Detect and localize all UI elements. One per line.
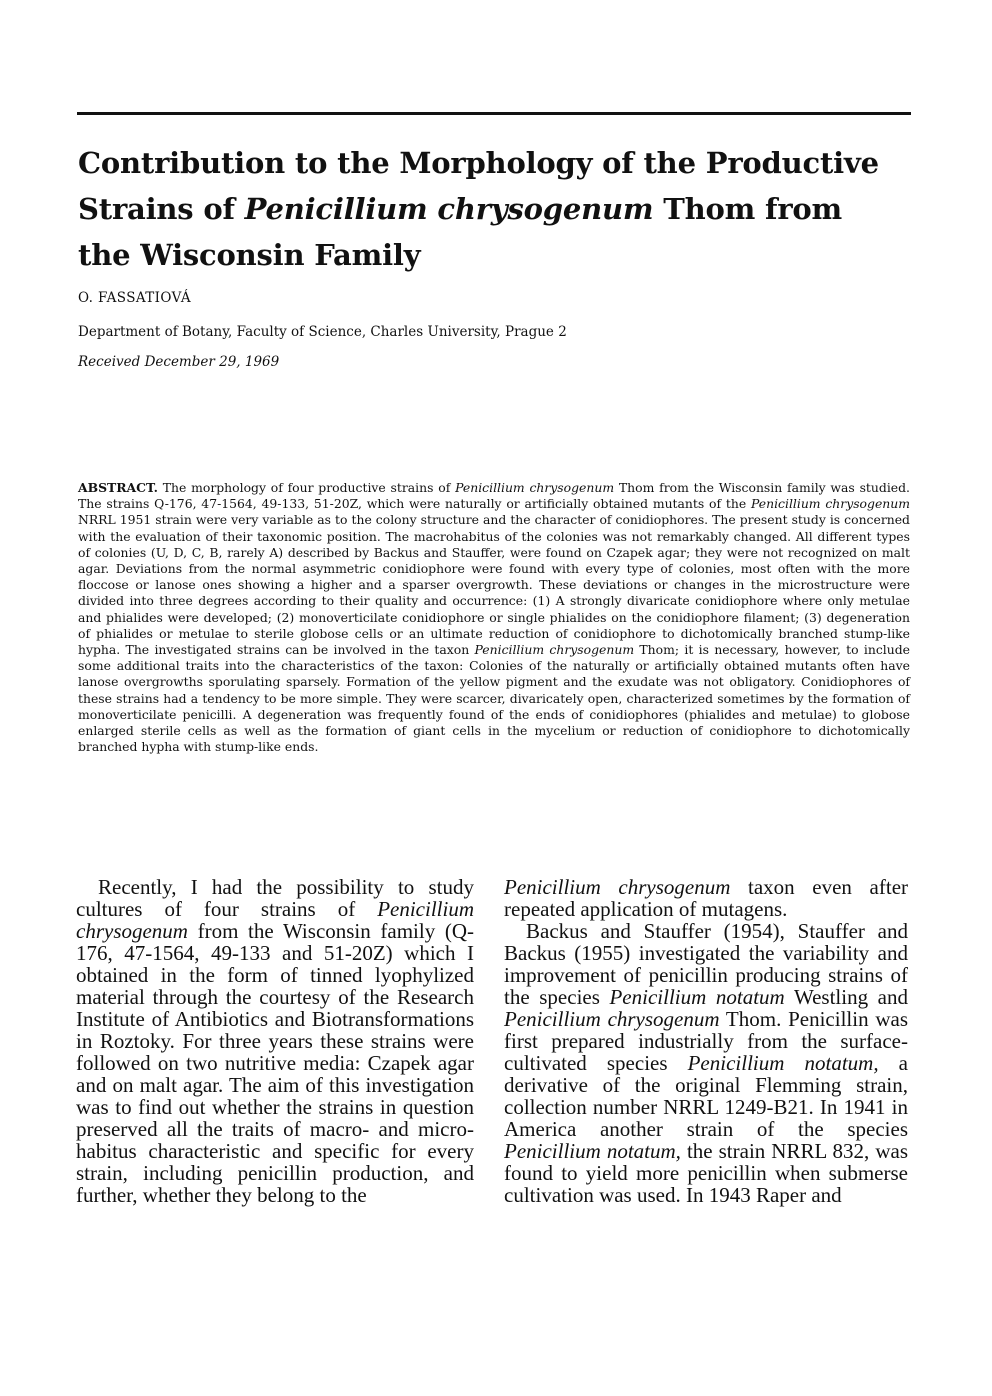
body-paragraph: Penicillium chrysogenum taxon even after repeated application of mutagens. [504,875,909,921]
received-date: Received December 29, 1969 [78,354,280,370]
body-paragraph: Recently, I had the possibility to study cultures of four strains of Penicillium chrysogenum from the Wisconsin family (Q-176, 47-1564, 49-133 and 51-20Z) which I obtained in the form of tinned lyophylized material through the courtesy of the Research Institute of Antibiotics and Biotransformations in Roztoky. For three years these strains were followed on two nutritive media: Czapek agar and on malt agar. The aim of this investigation was to find out whether the strains in question preserved all the traits of macro- and micro-habitus characteristic and specific for every strain, including penicillin production, and further, whether they belong to the [76,875,474,1207]
author-affiliation: Department of Botany, Faculty of Science, Charles University, Prague 2 [78,324,567,340]
body-column-right [504,876,908,1206]
top-rule [77,112,911,115]
body-paragraph: Backus and Stauffer (1954), Stauffer and Backus (1955) investigated the variability and improvement of penicillin producing strains of the species Penicillium notatum Westling and Penicillium chrysogenum Thom. Penicillin was first prepared industrially from the surface-cultivated species Penicillium notatum, a derivative of the original Flemming strain, collection number NRRL 1249-B21. In 1941 in America another strain of the species Penicillium notatum, the strain NRRL 832, was found to yield more penicillin when submerse cultivation was used. In 1943 Raper and [504,919,909,1207]
abstract: ABSTRACT. The morphology of four productive strains of Penicillium chrysogenum Thom from the Wisconsin family was studied. The strains Q-176, 47-1564, 49-133, 51-20Z, which were naturally or artificially obtained mutants of the Penicillium chrysogenum NRRL 1951 strain were very variable as to the colony structure and the character of conidiophores. The present study is concerned with the evaluation of their taxonomic position. The macrohabitus of the colonies was not remarkably changed. All different types of colonies (U, D, C, B, rarely A) described by Backus and Stauffer, were found on Czapek agar; they were not recognized on malt agar. Deviations from the normal asymmetric conidiophore were found with every type of colonies, most often with the more floccose or lanose ones showing a higher and a sparser overgrowth. These deviations or changes in the microstructure were divided into three degrees according to their quality and occurrence: (1) A strongly divaricate conidiophore where only metulae and phialides were developed; (2) monoverticilate conidiophore or single phialides on the conidiophore filament; (3) degeneration of phialides or metulae to sterile globose cells or an ultimate reduction of conidiophore to dichotomically branched stump-like hypha. The investigated strains can be involved in the taxon Penicillium chrysogenum Thom; it is necessary, however, to include some additional traits into the characteristics of the taxon: Colonies of the naturally or artificially obtained mutants often have lanose overgrowths sporulating sparsely. Formation of the yellow pigment and the exudate was not obligatory. Conidiophores of these strains had a tendency to be more simple. They were scarcer, divaricately open, characterized sometimes by the formation of monoverticilate penicilli. A degeneration was frequently found of the ends of conidiophores (phialides and metulae) to globose enlarged sterile cells as well as the formation of giant cells in the mycelium or reduction of conidiophore to dichotomically branched hypha with stump-like ends. [78,480,910,755]
abstract-heading: ABSTRACT. [78,480,158,495]
article-title: Contribution to the Morphology of the Productive Strains of Penicillium chrysogenum Thom from the Wisconsin Family [78,146,879,272]
author-name: O. FASSATIOVÁ [78,290,192,306]
title-species-name: Penicillium chrysogenum [244,192,654,226]
body-column-left [76,876,474,1206]
